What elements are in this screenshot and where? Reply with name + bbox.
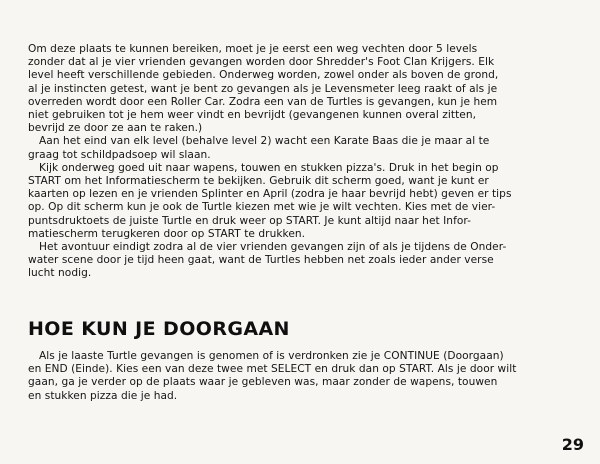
weapons-paragraph bbox=[28, 162, 584, 241]
text-line: lucht nodig. bbox=[28, 267, 92, 280]
text-line: matiescherm terugkeren door op START te drukken. bbox=[28, 227, 306, 240]
body-text bbox=[28, 43, 584, 281]
text-line: level heeft verschillende gebieden. Onderweg worden, zowel onder als boven de grond, bbox=[28, 69, 499, 82]
text-line: Om deze plaats te kunnen bereiken, moet je je eerst een weg vechten door 5 levels bbox=[28, 43, 478, 55]
text-line: START om het Informatiescherm te bekijken. Gebruik dit scherm goed, want je kunt er bbox=[28, 175, 489, 188]
text-line: graag tot schildpadsoep wil slaan. bbox=[28, 148, 211, 161]
text-line: Het avontuur eindigt zodra al de vier vrienden gevangen zijn of als je tijdens de Onder- bbox=[39, 241, 507, 254]
text-line: overreden wordt door een Roller Car. Zodra een van de Turtles is gevangen, kun je hem bbox=[28, 95, 498, 108]
intro-paragraph bbox=[28, 43, 584, 135]
text-line: Als je laaste Turtle gevangen is genomen of is verdronken zie je CONTINUE (Doorgaan) bbox=[39, 350, 504, 362]
adventure-paragraph bbox=[28, 241, 584, 281]
text-line: en END (Einde). Kies een van deze twee met SELECT en druk dan op START. Als je door wilt bbox=[28, 363, 517, 376]
text-line: al je instincten getest, want je bent zo gevangen als je Levensmeter leeg raakt of als je bbox=[28, 82, 498, 95]
text-line: zonder dat al je vier vrienden gevangen worden door Shredder's Foot Clan Krijgers. Elk bbox=[28, 56, 495, 69]
continue-paragraph bbox=[28, 350, 584, 403]
text-line: Kijk onderweg goed uit naar wapens, touwen en stukken pizza's. Druk in het begin op bbox=[39, 161, 499, 174]
text-line: gaan, ga je verder op de plaats waar je gebleven was, maar zonder de wapens, touwen bbox=[28, 376, 498, 389]
page-number: 29 bbox=[561, 435, 584, 454]
section-heading: HOE KUN JE DOORGAAN bbox=[28, 318, 290, 340]
text-line: op. Op dit scherm kun je ook de Turtle kiezen met wie je wilt vechten. Kies met de vier- bbox=[28, 201, 496, 214]
text-line: Aan het eind van elk level (behalve level 2) wacht een Karate Baas die je maar al te bbox=[39, 135, 490, 148]
text-line: niet gebruiken tot je hem weer vindt en bevrijdt (gevangenen kunnen overal zitten, bbox=[28, 109, 477, 122]
karate-boss-paragraph bbox=[28, 135, 584, 161]
text-line: puntsdruktoets de juiste Turtle en druk weer op START. Je kunt altijd naar het Infor- bbox=[28, 214, 471, 227]
text-line: bevrijd ze door ze aan te raken.) bbox=[28, 122, 203, 135]
text-line: en stukken pizza die je had. bbox=[28, 389, 178, 402]
text-line: kaarten op lezen en je vrienden Splinter en April (zodra je haar bevrijd hebt) geven er tips bbox=[28, 188, 512, 201]
text-line: water scene door je tijd heen gaat, want de Turtles hebben net zoals ieder ander verse bbox=[28, 254, 494, 267]
